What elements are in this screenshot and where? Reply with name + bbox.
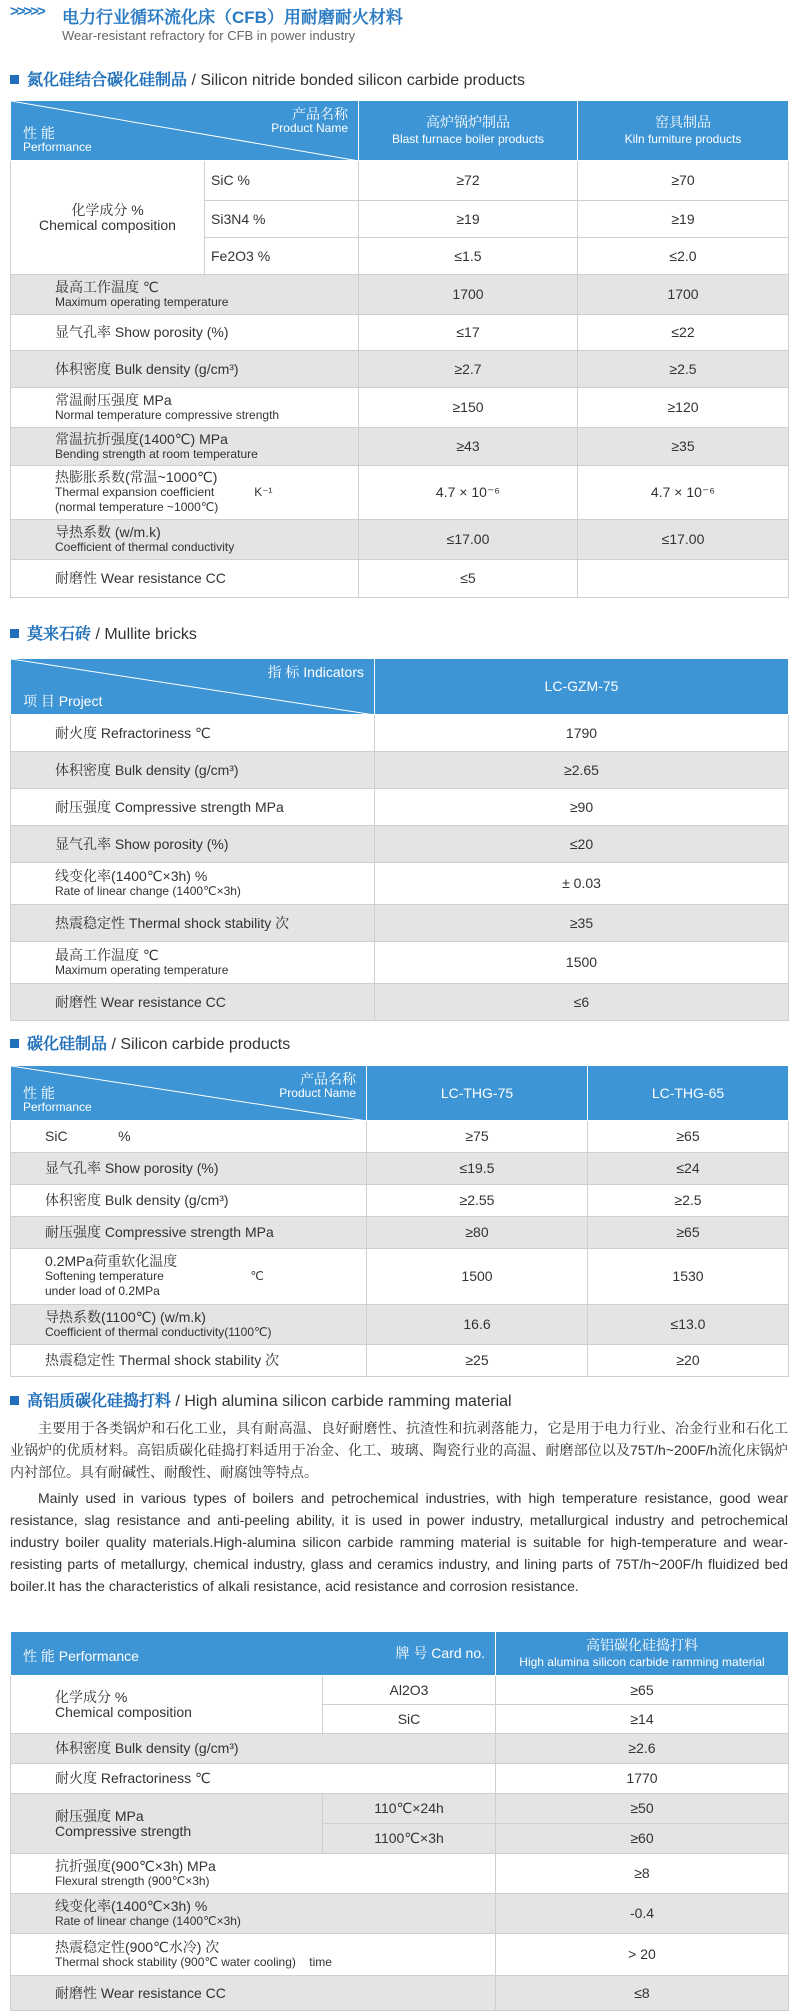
table-row: 线变化率(1400℃×3h) % Rate of linear change (1400℃×3h) -0.4: [11, 1894, 789, 1934]
diagonal-header-cell: 产品名称 Product Name 性 能 Performance: [11, 101, 359, 161]
table-row: 显气孔率 Show porosity (%) ≤20: [11, 826, 789, 863]
table-header: [11, 101, 789, 161]
table-row: 常温抗折强度(1400℃) MPa Bending strength at room temperature ≥43 ≥35: [11, 428, 789, 466]
table-row: 耐磨性 Wear resistance CC ≤6: [11, 984, 789, 1021]
column-header: 高炉锅炉制品 Blast furnace boiler products: [359, 101, 578, 161]
section-title: 氮化硅结合碳化硅制品 / Silicon nitride bonded silicon carbide products: [10, 69, 525, 93]
table-header: [11, 1632, 789, 1676]
table-row: 0.2MPa荷重软化温度 Softening temperature ℃ under load of 0.2MPa 1500 1530: [11, 1249, 789, 1305]
header-cell: 性 能 Performance 牌 号 Card no.: [11, 1632, 496, 1676]
table-row: Fe2O3 % ≤1.5 ≤2.0: [11, 238, 789, 275]
square-bullet-icon: [10, 1396, 19, 1405]
table-row: 体积密度 Bulk density (g/cm³) ≥2.7 ≥2.5: [11, 351, 789, 388]
table-row: 热震稳定性(900℃水冷) 次 Thermal shock stability (900℃ water cooling) time > 20: [11, 1934, 789, 1976]
spec-table: [10, 1631, 789, 2011]
section-title: 莫来石砖 / Mullite bricks: [10, 623, 197, 647]
section-title: 高铝质碳化硅捣打料 / High alumina silicon carbide ramming material: [10, 1390, 512, 1414]
table-row: 耐火度 Refractoriness ℃ 1790: [11, 715, 789, 752]
square-bullet-icon: [10, 1039, 19, 1048]
page-subtitle: Wear-resistant refractory for CFB in power industry: [62, 28, 356, 43]
row-label: 化学成分 % Chemical composition: [11, 161, 205, 275]
diagonal-header-cell: 产品名称 Product Name 性 能 Performance: [11, 1066, 367, 1121]
table-row: 体积密度 Bulk density (g/cm³) ≥2.6: [11, 1734, 789, 1764]
table-header: [11, 659, 789, 715]
table-row: 体积密度 Bulk density (g/cm³) ≥2.55 ≥2.5: [11, 1185, 789, 1217]
description-en: Mainly used in various types of boilers and petrochemical industries, with high temperature resistance, good wear resistance, slag resistance and anti-peeling ability, it is used in power industry, metallurgical industry and petrochemical industry boiler quality materials.High-alumina silicon carbide ramming material is suitable for high-temperature and wear-resisting parts of metallurgy, chemical industry, glass and ceramics industry, and lining parts of 75T/h~200F/h fluidized bed boiler.It has the characteristics of alkali resistance, acid resistance and corrosion resistance.: [10, 1490, 788, 1594]
table-row: 热膨胀系数(常温~1000℃) Thermal expansion coefficient K⁻¹ (normal temperature ~1000℃) 4.7 × 10⁻⁶ 4.7 × 10⁻⁶: [11, 466, 789, 520]
column-header: LC-THG-65: [588, 1066, 789, 1121]
table-row: 耐压强度 Compressive strength MPa ≥90: [11, 789, 789, 826]
table-row: 线变化率(1400℃×3h) % Rate of linear change (1400℃×3h) ± 0.03: [11, 863, 789, 905]
table-row: 化学成分 % Chemical composition SiC % ≥72 ≥70: [11, 161, 789, 201]
table-row: 显气孔率 Show porosity (%) ≤19.5 ≤24: [11, 1153, 789, 1185]
description-cn: 主要用于各类锅炉和石化工业，具有耐高温、良好耐磨性、抗渣性和抗剥落能力，它是用于电力行业、冶金行业和石化工业锅炉的优质材料。高铝质碳化硅捣打料适用于冶金、化工、玻璃、陶瓷行业的高温、耐磨部位以及75T/h~200F/h流化床锅炉内衬部位。具有耐碱性、耐酸性、耐腐蚀等特点。: [10, 1420, 788, 1480]
table-row: 最高工作温度 ℃ Maximum operating temperature 1500: [11, 942, 789, 984]
column-header: LC-GZM-75: [375, 659, 789, 715]
description-paragraphs: [10, 1417, 788, 1597]
table-header: [11, 1066, 789, 1121]
table-row: 抗折强度(900℃×3h) MPa Flexural strength (900℃×3h) ≥8: [11, 1854, 789, 1894]
table-row: SiC ≥14: [11, 1705, 789, 1734]
table-row: 体积密度 Bulk density (g/cm³) ≥2.65: [11, 752, 789, 789]
table-row: 耐压强度 MPa Compressive strength 110℃×24h ≥50: [11, 1794, 789, 1824]
column-header: 高铝碳化硅捣打料 High alumina silicon carbide ramming material: [496, 1632, 789, 1676]
table-row: 导热系数 (w/m.k) Coefficient of thermal conductivity ≤17.00 ≤17.00: [11, 520, 789, 560]
table-row: SiC % ≥75 ≥65: [11, 1121, 789, 1153]
column-header: 窑具制品 Kiln furniture products: [578, 101, 789, 161]
table-row: 显气孔率 Show porosity (%) ≤17 ≤22: [11, 315, 789, 351]
square-bullet-icon: [10, 75, 19, 84]
table-row: 耐磨性 Wear resistance CC ≤5: [11, 560, 789, 598]
page-title: 电力行业循环流化床（CFB）用耐磨耐火材料: [62, 8, 403, 27]
table-row: 耐火度 Refractoriness ℃ 1770: [11, 1764, 789, 1794]
spec-table: [10, 100, 789, 598]
table-row: Si3N4 % ≥19 ≥19: [11, 201, 789, 238]
table-row: 1100℃×3h ≥60: [11, 1824, 789, 1854]
table-row: 耐压强度 Compressive strength MPa ≥80 ≥65: [11, 1217, 789, 1249]
page-header: [8, 2, 798, 50]
table-row: 热震稳定性 Thermal shock stability 次 ≥25 ≥20: [11, 1345, 789, 1377]
section-title: 碳化硅制品 / Silicon carbide products: [10, 1033, 290, 1057]
table-row: 耐磨性 Wear resistance CC ≤8: [11, 1976, 789, 2011]
spec-table: [10, 1065, 789, 1377]
table-row: 导热系数(1100℃) (w/m.k) Coefficient of thermal conductivity(1100℃) 16.6 ≤13.0: [11, 1305, 789, 1345]
table-row: 热震稳定性 Thermal shock stability 次 ≥35: [11, 905, 789, 942]
table-row: 常温耐压强度 MPa Normal temperature compressive strength ≥150 ≥120: [11, 388, 789, 428]
diagonal-header-cell: 指 标 Indicators 项 目 Project: [11, 659, 375, 715]
table-row: 化学成分 % Chemical composition Al2O3 ≥65: [11, 1676, 789, 1705]
square-bullet-icon: [10, 629, 19, 638]
table-row: 最高工作温度 ℃ Maximum operating temperature 1700 1700: [11, 275, 789, 315]
column-header: LC-THG-75: [367, 1066, 588, 1121]
spec-table: [10, 658, 789, 1021]
arrows-icon: >>>>>: [10, 3, 44, 20]
